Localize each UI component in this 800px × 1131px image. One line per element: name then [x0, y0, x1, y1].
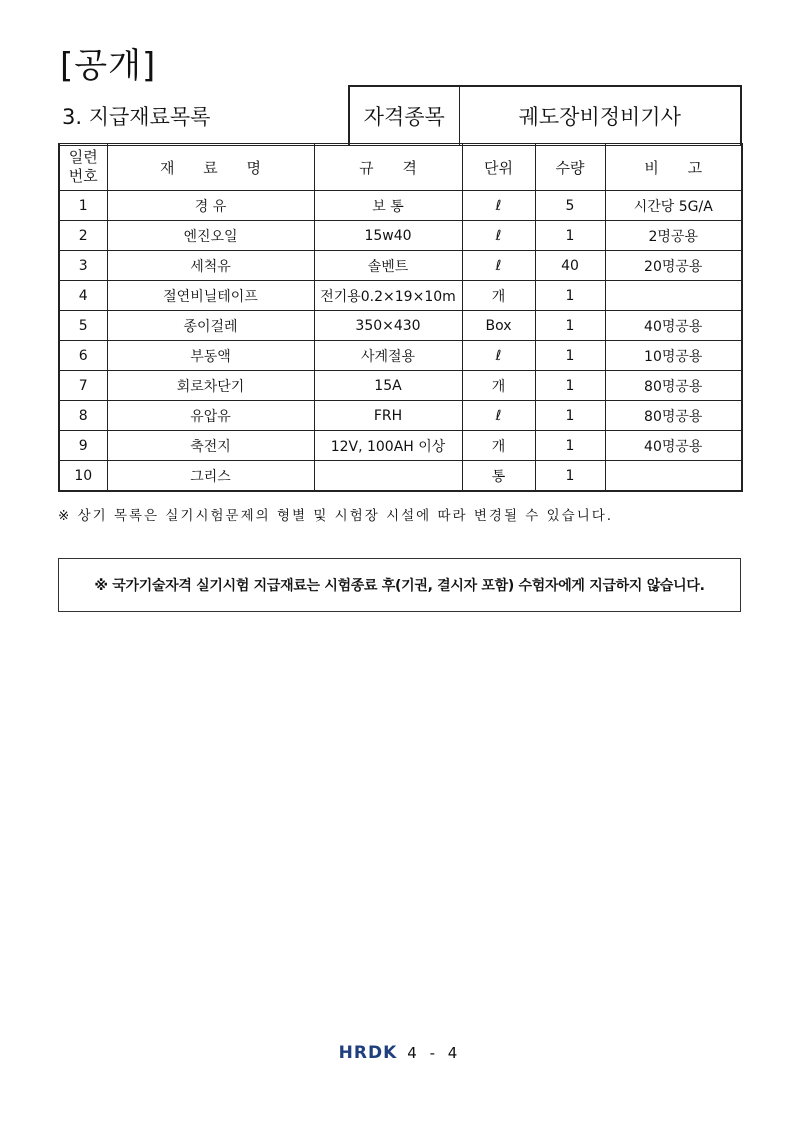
table-row	[59, 371, 742, 401]
cell-number: 8	[59, 401, 107, 431]
cell-spec: 보 통	[314, 191, 462, 221]
table-row	[59, 191, 742, 221]
cell-material-name: 그리스	[107, 461, 314, 492]
materials-table	[58, 143, 743, 492]
page-footer	[0, 1043, 800, 1063]
cell-quantity: 40	[535, 251, 605, 281]
cell-remark: 40명공용	[605, 311, 742, 341]
qualification-value: 궤도장비정비기사	[459, 86, 741, 146]
cell-remark: 80명공용	[605, 371, 742, 401]
hrdk-logo: HRDK	[338, 1043, 398, 1063]
cell-quantity: 1	[535, 221, 605, 251]
column-header-name: 재 료 명	[107, 144, 314, 191]
column-header-qty: 수량	[535, 144, 605, 191]
column-header-unit: 단위	[462, 144, 535, 191]
cell-remark: 40명공용	[605, 431, 742, 461]
cell-remark	[605, 461, 742, 492]
table-row	[59, 401, 742, 431]
cell-remark: 2명공용	[605, 221, 742, 251]
cell-quantity: 5	[535, 191, 605, 221]
cell-spec: 사계절용	[314, 341, 462, 371]
cell-remark: 80명공용	[605, 401, 742, 431]
notice-box	[58, 558, 741, 612]
page-number: 4 - 4	[407, 1044, 462, 1062]
cell-number: 5	[59, 311, 107, 341]
table-header-row	[59, 144, 742, 191]
cell-number: 9	[59, 431, 107, 461]
header-table	[58, 85, 742, 146]
notice-text: ※ 국가기술자격 실기시험 지급재료는 시험종료 후(기권, 결시자 포함) 수험자에게 지급하지 않습니다.	[94, 578, 705, 594]
cell-material-name: 유압유	[107, 401, 314, 431]
cell-material-name: 세척유	[107, 251, 314, 281]
table-row	[59, 461, 742, 492]
cell-unit: 통	[462, 461, 535, 492]
cell-material-name: 부동액	[107, 341, 314, 371]
disclosure-tag: [공개]	[60, 46, 157, 86]
cell-unit: ℓ	[462, 401, 535, 431]
table-row	[59, 281, 742, 311]
table-row	[59, 251, 742, 281]
cell-unit: ℓ	[462, 341, 535, 371]
cell-remark: 10명공용	[605, 341, 742, 371]
cell-number: 1	[59, 191, 107, 221]
column-header-spec: 규 격	[314, 144, 462, 191]
cell-number: 2	[59, 221, 107, 251]
table-row	[59, 431, 742, 461]
section-title: 3. 지급재료목록	[58, 86, 349, 146]
cell-remark	[605, 281, 742, 311]
cell-quantity: 1	[535, 371, 605, 401]
cell-unit: ℓ	[462, 221, 535, 251]
cell-material-name: 엔진오일	[107, 221, 314, 251]
cell-spec: 350×430	[314, 311, 462, 341]
cell-unit: Box	[462, 311, 535, 341]
cell-number: 7	[59, 371, 107, 401]
cell-number: 6	[59, 341, 107, 371]
table-row	[59, 341, 742, 371]
cell-remark: 20명공용	[605, 251, 742, 281]
cell-spec	[314, 461, 462, 492]
column-header-number-line1: 일련	[68, 148, 98, 166]
cell-spec: FRH	[314, 401, 462, 431]
column-header-remark: 비 고	[605, 144, 742, 191]
table-row	[59, 221, 742, 251]
cell-quantity: 1	[535, 311, 605, 341]
qualification-label: 자격종목	[349, 86, 459, 146]
footnote: ※ 상기 목록은 실기시험문제의 형별 및 시험장 시설에 따라 변경될 수 있습니다.	[58, 508, 614, 524]
cell-spec: 전기용0.2×19×10m	[314, 281, 462, 311]
cell-quantity: 1	[535, 341, 605, 371]
cell-unit: 개	[462, 371, 535, 401]
column-header-number-line2: 번호	[68, 167, 98, 185]
cell-material-name: 경 유	[107, 191, 314, 221]
cell-unit: 개	[462, 281, 535, 311]
cell-material-name: 축전지	[107, 431, 314, 461]
table-row	[59, 311, 742, 341]
cell-spec: 12V, 100AH 이상	[314, 431, 462, 461]
cell-quantity: 1	[535, 401, 605, 431]
cell-spec: 솔벤트	[314, 251, 462, 281]
cell-number: 10	[59, 461, 107, 492]
cell-spec: 15A	[314, 371, 462, 401]
cell-quantity: 1	[535, 461, 605, 492]
cell-material-name: 회로차단기	[107, 371, 314, 401]
cell-quantity: 1	[535, 281, 605, 311]
cell-material-name: 종이걸레	[107, 311, 314, 341]
cell-remark: 시간당 5G/A	[605, 191, 742, 221]
cell-quantity: 1	[535, 431, 605, 461]
cell-unit: ℓ	[462, 191, 535, 221]
cell-unit: ℓ	[462, 251, 535, 281]
cell-material-name: 절연비닐테이프	[107, 281, 314, 311]
column-header-number	[59, 144, 107, 191]
cell-unit: 개	[462, 431, 535, 461]
cell-number: 3	[59, 251, 107, 281]
cell-spec: 15w40	[314, 221, 462, 251]
cell-number: 4	[59, 281, 107, 311]
